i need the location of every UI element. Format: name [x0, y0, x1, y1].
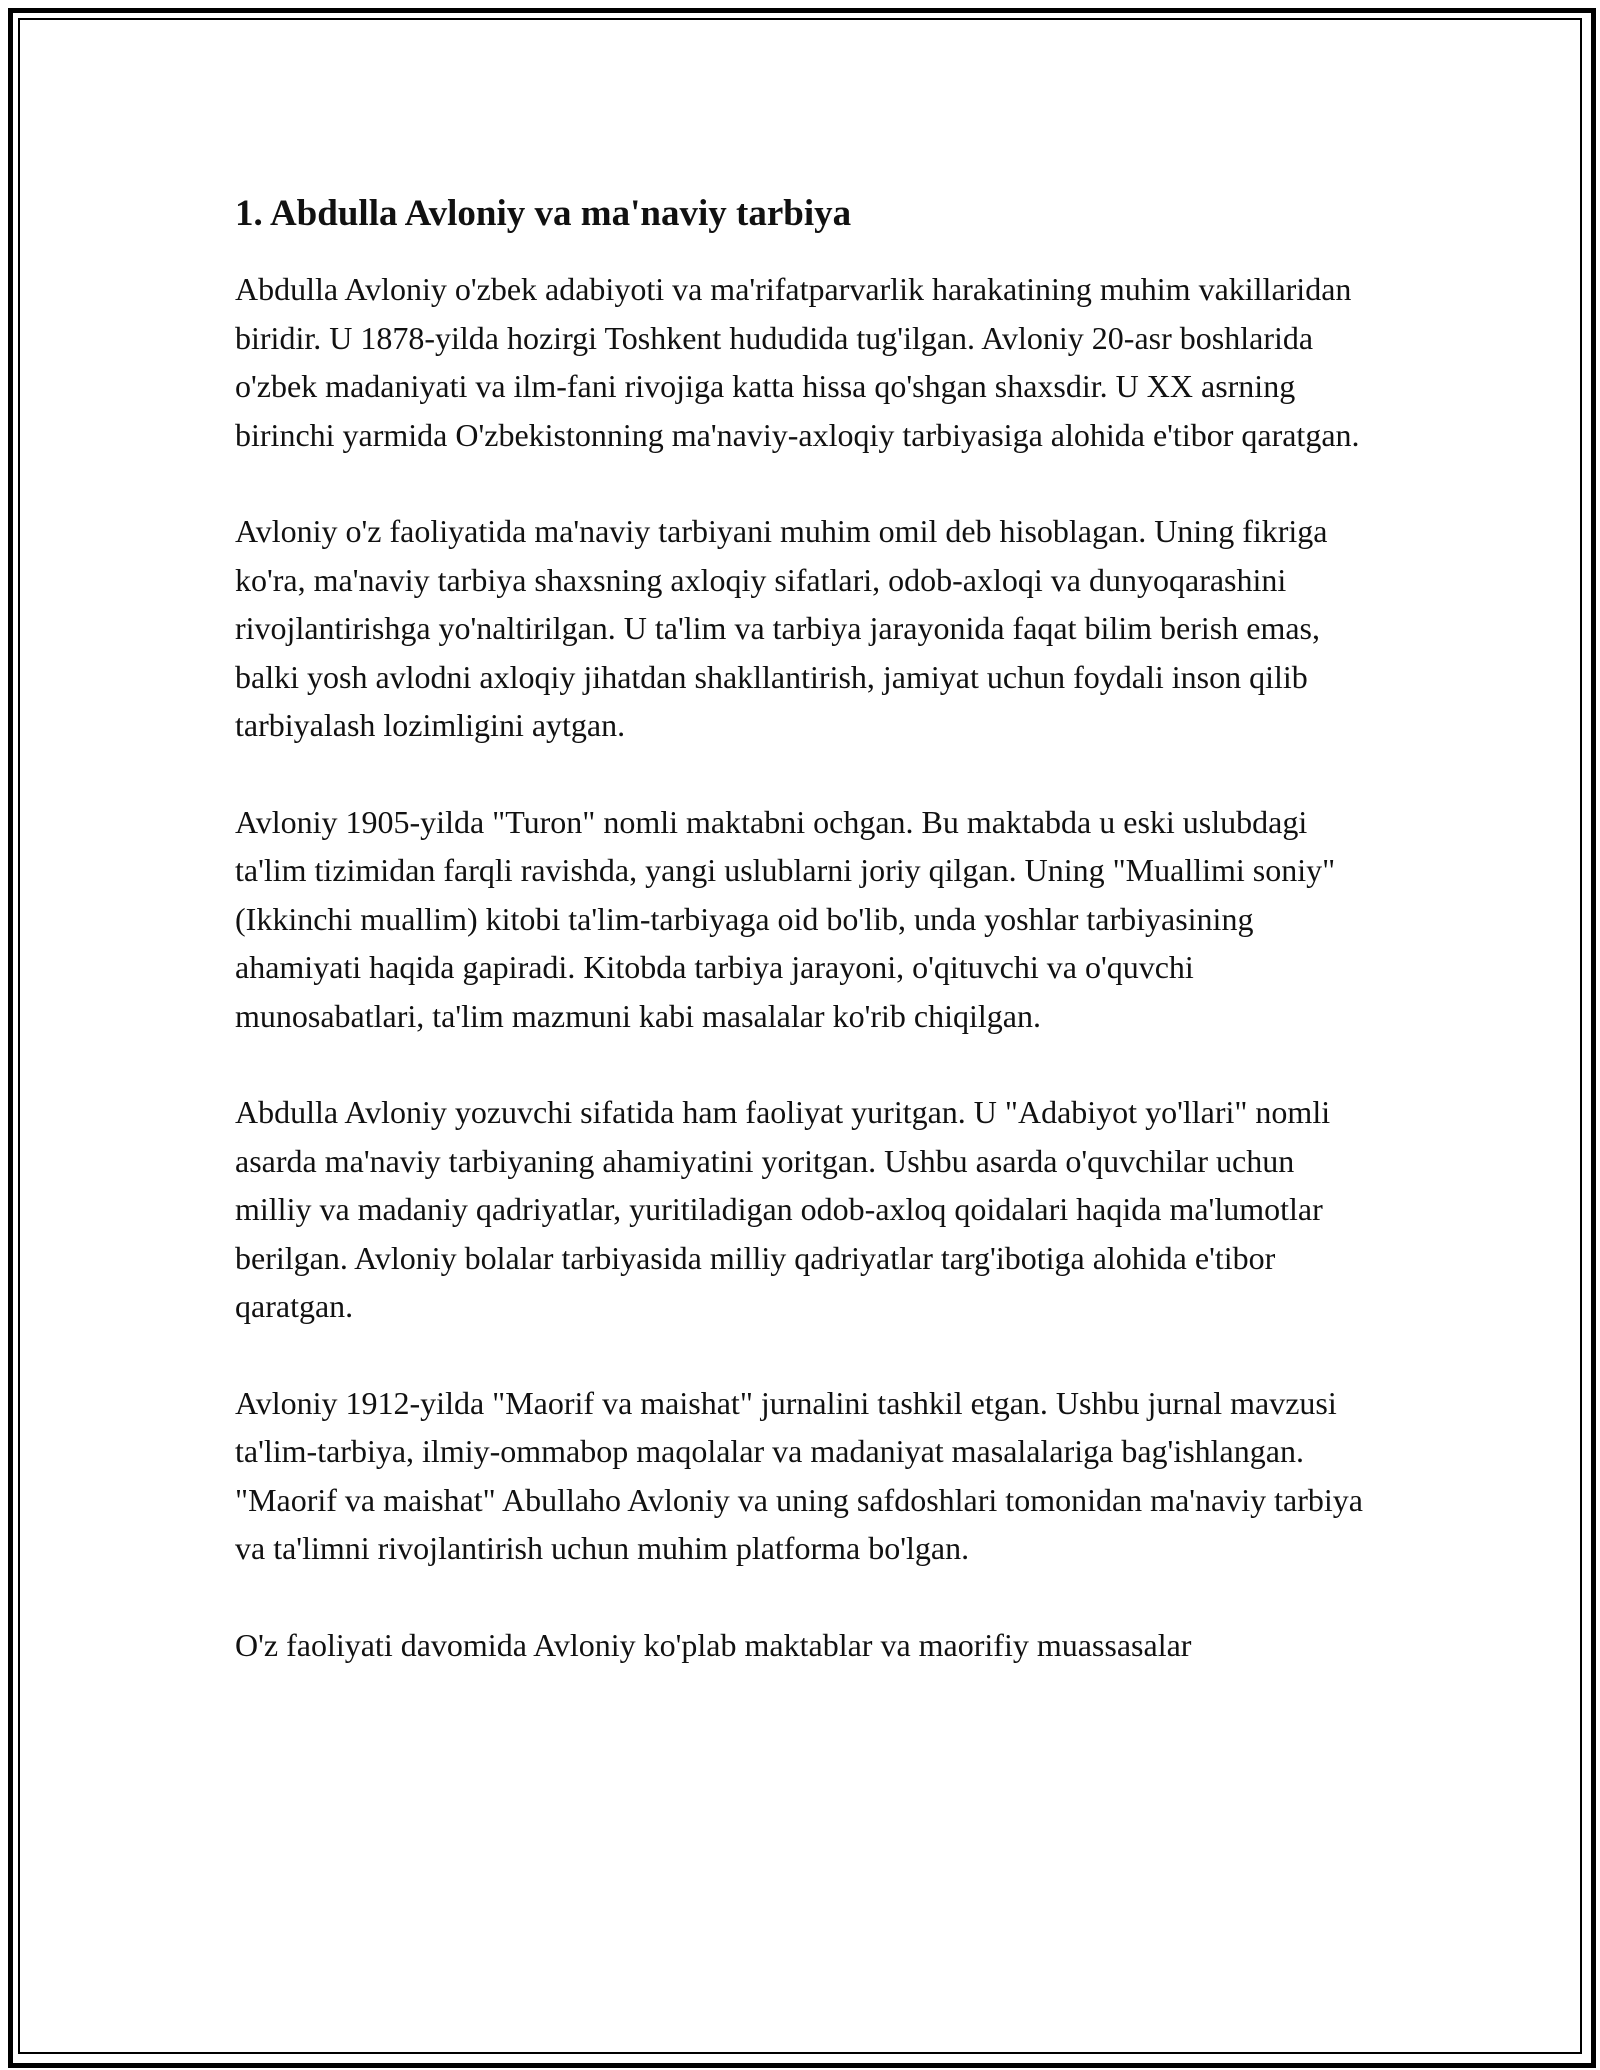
paragraph-2: Avloniy o'z faoliyatida ma'naviy tarbiyani muhim omil deb hisoblagan. Uning fikriga ko'ra, ma'naviy tarbiya shaxsning axloqiy sifatlari, odob-axloqi va dunyoqarashini rivojlantirishga yo'naltirilgan. U ta'lim va tarbiya jarayonida faqat bilim berish emas, balki yosh avlodni axloqiy jihatdan shakllantirish, jamiyat uchun foydali inson qilib tarbiyalash lozimligini aytgan.: [235, 513, 1328, 743]
paragraph-6: O'z faoliyati davomida Avloniy ko'plab maktablar va maorifiy muassasalar: [235, 1626, 1192, 1663]
document-body: [235, 187, 1375, 1717]
paragraph-3: Avloniy 1905-yilda "Turon" nomli maktabni ochgan. Bu maktabda u eski uslubdagi ta'lim tizimidan farqli ravishda, yangi uslublarni joriy qilgan. Uning "Muallimi soniy" (Ikkinchi muallim) kitobi ta'lim-tarbiyaga oid bo'lib, unda yoshlar tarbiyasining ahamiyati haqida gapiradi. Kitobda tarbiya jarayoni, o'qituvchi va o'quvchi munosabatlari, ta'lim mazmuni kabi masalalar ko'rib chiqilgan.: [235, 803, 1336, 1034]
paragraph-4: Abdulla Avloniy yozuvchi sifatida ham faoliyat yuritgan. U "Adabiyot yo'llari" nomli asarda ma'naviy tarbiyaning ahamiyatini yoritgan. Ushbu asarda o'quvchilar uchun milliy va madaniy qadriyatlar, yuritiladigan odob-axloq qoidalari haqida ma'lumotlar berilgan. Avloniy bolalar tarbiyasida milliy qadriyatlar targ'ibotiga alohida e'tibor qaratgan.: [235, 1094, 1331, 1324]
paragraph-5: Avloniy 1912-yilda "Maorif va maishat" jurnalini tashkil etgan. Ushbu jurnal mavzusi ta'lim-tarbiya, ilmiy-ommabop maqolalar va madaniyat masalalariga bag'ishlangan. "Maorif va maishat" Abullaho Avloniy va uning safdoshlari tomonidan ma'naviy tarbiya va ta'limni rivojlantirish uchun muhim platforma bo'lgan.: [235, 1384, 1363, 1566]
section-heading: 1. Abdulla Avloniy va ma'naviy tarbiya: [235, 193, 852, 234]
paragraph-1: Abdulla Avloniy o'zbek adabiyoti va ma'rifatparvarlik harakatining muhim vakillaridan biridir. U 1878-yilda hozirgi Toshkent hududida tug'ilgan. Avloniy 20-asr boshlarida o'zbek madaniyati va ilm-fani rivojiga katta hissa qo'shgan shaxsdir. U XX asrning birinchi yarmida O'zbekistonning ma'naviy-axloqiy tarbiyasiga alohida e'tibor qaratgan.: [235, 271, 1360, 453]
